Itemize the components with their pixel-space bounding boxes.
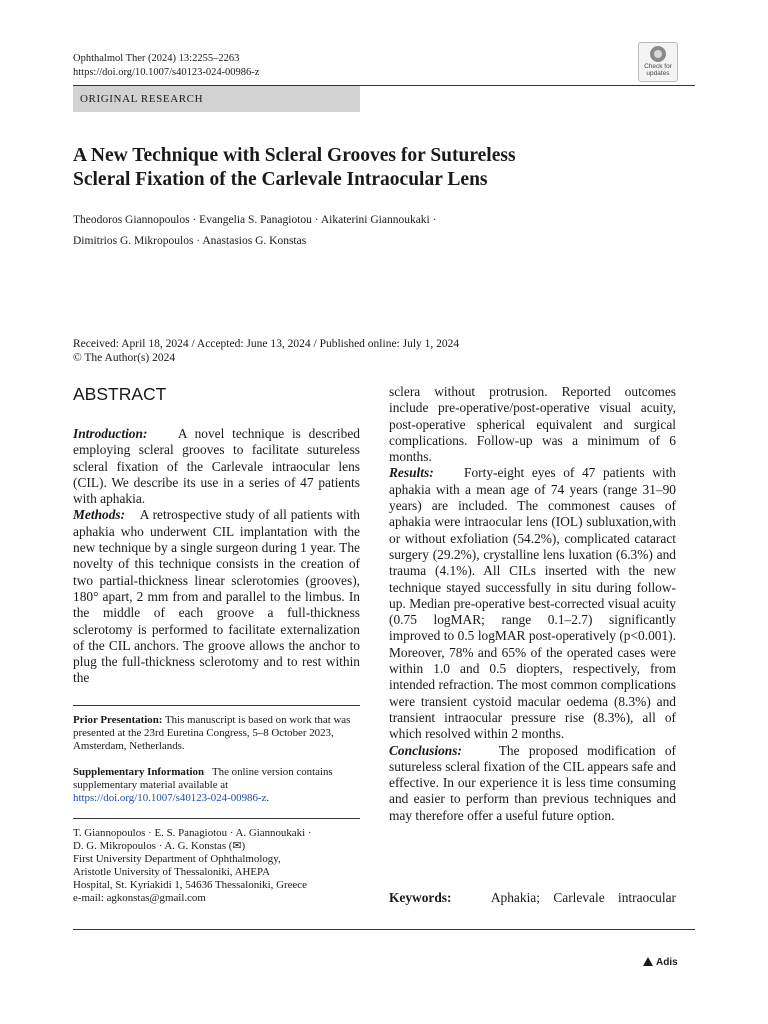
supplementary-label: Supplementary Information [73,766,204,778]
copyright-line: © The Author(s) 2024 [73,352,176,364]
check-updates-icon [650,46,666,62]
abstract-right-column [389,384,676,824]
authors-line-1: Theodoros Giannopoulos · Evangelia S. Panagiotou · Aikaterini Giannoukaki · [73,214,437,226]
conclusions-text: The proposed modification of sutureless scleral fixation of the CIL appears safe and effective. In our experience it is less time consuming and easier to perform than previous techniques and may therefore offer a useful future option. [389,742,677,823]
affiliation-block [73,827,360,905]
supplementary-text: The online version contains supplementary material available at [73,766,333,791]
prior-presentation-text: This manuscript is based on work that was presented at the 23rd Euretina Congress, 5–8 October 2023, Amsterdam, Netherlands. [73,714,351,752]
supplementary-note: Supplementary Information The online version contains supplementary material available at https://doi.org/10.1007/s40123-024-00986-z. [73,766,333,804]
prior-presentation-label: Prior Presentation: [73,714,163,726]
abstract-left-column [73,426,360,687]
affiliation-hospital: Hospital, St. Kyriakidi 1, 54636 Thessaloniki, Greece [73,879,307,891]
author-list [73,210,633,252]
affiliation-email[interactable]: e-mail: agkonstas@gmail.com [73,892,206,904]
introduction-label: Introduction [73,426,143,441]
keywords-label: Keywords: [389,890,452,905]
publication-dates [73,337,673,365]
results-label: Results [389,465,430,481]
abstract-heading: ABSTRACT [73,384,167,404]
adis-triangle-icon [643,957,653,966]
publisher-name: Adis [656,957,678,968]
article-title [73,144,693,192]
affiliation-univ: Aristotle University of Thessaloniki, AHEPA [73,866,270,878]
article-doi[interactable]: https://doi.org/10.1007/s40123-024-00986-z [73,67,260,78]
check-for-updates-badge[interactable] [638,42,678,82]
supplementary-link[interactable]: https://doi.org/10.1007/s40123-024-00986-z [73,792,267,804]
methods-paragraph: Methods: A retrospective study of all patients with aphakia who underwent CIL implantation with the new technique by a single surgeon during 1 year. The novelty of this technique consists in the creation of two partial-thickness linear sclerotomies (grooves), 180° apart, 2 mm from and parallel to the limbus. In the middle of each groove a full-thickness sclerotomy is performed to facilitate externalization of the CIL anchors. The groove allows the anchor to plug the full-thickness sclerotomy and to rest within the [73,507,360,686]
authors-line-2: Dimitrios G. Mikropoulos · Anastasios G. Konstas [73,235,307,247]
journal-citation: Ophthalmol Ther (2024) 13:2255–2263 [73,53,240,64]
affiliation-dept: First University Department of Ophthalmology, [73,853,281,865]
prior-presentation-note [73,714,360,753]
introduction-text: A novel technique is described employing scleral grooves to facilitate sutureless scleral fixation of the Carlevale intraocular lens (CIL). We describe its use in a series of 47 patients with aphakia. [73,426,360,507]
methods-label: Methods [73,507,121,523]
title-line-1: A New Technique with Scleral Grooves for Sutureless [73,145,516,166]
publisher-logo [643,957,678,968]
methods-continued: sclera without protrusion. Reported outcomes include pre-operative/post-operative visual acuity, post-operative spherical equivalent and surgical complications. Follow-up was a minimum of 6 months. [389,384,676,465]
introduction-paragraph: Introduction: A novel technique is described employing scleral grooves to facilitate sutureless scleral fixation of the Carlevale intraocular lens (CIL). We describe its use in a series of 47 patients with aphakia. [73,426,360,507]
results-text: Forty-eight eyes of 47 patients with aphakia with a mean age of 74 years (range 31–90 years) are included. The commonest causes of aphakia were intraocular lens (IOL) subluxation,with or without exfoliation (54.2%), complicated cataract surgery (29.2%), crystalline lens luxation (6.3%) and trauma (4.1%). All CILs inserted with the new technique stayed successfully in situ during follow-up. Median pre-operative best-corrected visual acuity (0.75 logMAR; range 0.1–2.7) significantly improved to 0.5 logMAR post-operatively (p<0.001). Moreover, 78% and 65% of the operated cases were within 1.0 and 0.5 diopters, respectively, from intended refraction. The most common complications were transient cystoid macular oedema (8.3%) and transient intraocular pressure rise (8.3%), all of which resolved within 2 months. [389,465,676,742]
article-type-banner: ORIGINAL RESEARCH [73,86,360,112]
conclusions-label: Conclusions [389,742,458,758]
results-paragraph: Results: Forty-eight eyes of 47 patients with aphakia with a mean age of 74 years (range 31–90 years) are included. The commonest causes of aphakia were intraocular lens (IOL) subluxation,with or without exfoliation (54.2%), complicated cataract surgery (29.2%), crystalline lens luxation (6.3%) and trauma (4.1%). All CILs inserted with the new technique stayed successfully in situ during follow-up. Median pre-operative best-corrected visual acuity (0.75 logMAR; range 0.1–2.7) significantly improved to 0.5 logMAR post-operatively (p<0.001). Moreover, 78% and 65% of the operated cases were within 1.0 and 0.5 diopters, respectively, from intended refraction. The most common complications were transient cystoid macular oedema (8.3%) and transient intraocular pressure rise (8.3%), all of which resolved within 2 months. [389,465,676,742]
keywords-line [389,890,676,906]
check-updates-label: Check for updates [644,63,672,77]
journal-header [73,52,259,80]
dates-line: Received: April 18, 2024 / Accepted: June 13, 2024 / Published online: July 1, 2024 [73,338,460,350]
conclusions-paragraph: Conclusions: The proposed modification of sutureless scleral fixation of the CIL appears safe and effective. In our experience it is less time consuming and easier to perform than previous techniques and may therefore offer a useful future option. [389,742,677,823]
title-line-2: Scleral Fixation of the Carlevale Intraocular Lens [73,169,488,190]
footer-divider [73,929,695,930]
methods-text: A retrospective study of all patients with aphakia who underwent CIL implantation with the new technique by a single surgeon during 1 year. The novelty of this technique consists in the creation of two partial-thickness linear sclerotomies (grooves), 180° apart, 2 mm from and parallel to the limbus. In the middle of each groove a full-thickness sclerotomy is performed to facilitate externalization of the CIL anchors. The groove allows the anchor to plug the full-thickness sclerotomy and to rest within the [73,507,360,686]
footnote-divider [73,705,360,706]
affiliation-divider [73,818,360,819]
affiliation-names-1: T. Giannopoulos · E. S. Panagiotou · A. Giannoukaki · [73,827,312,839]
affiliation-names-2: D. G. Mikropoulos · A. G. Konstas (✉) [73,840,246,852]
keywords-text: Aphakia; Carlevale intraocular [490,890,676,905]
